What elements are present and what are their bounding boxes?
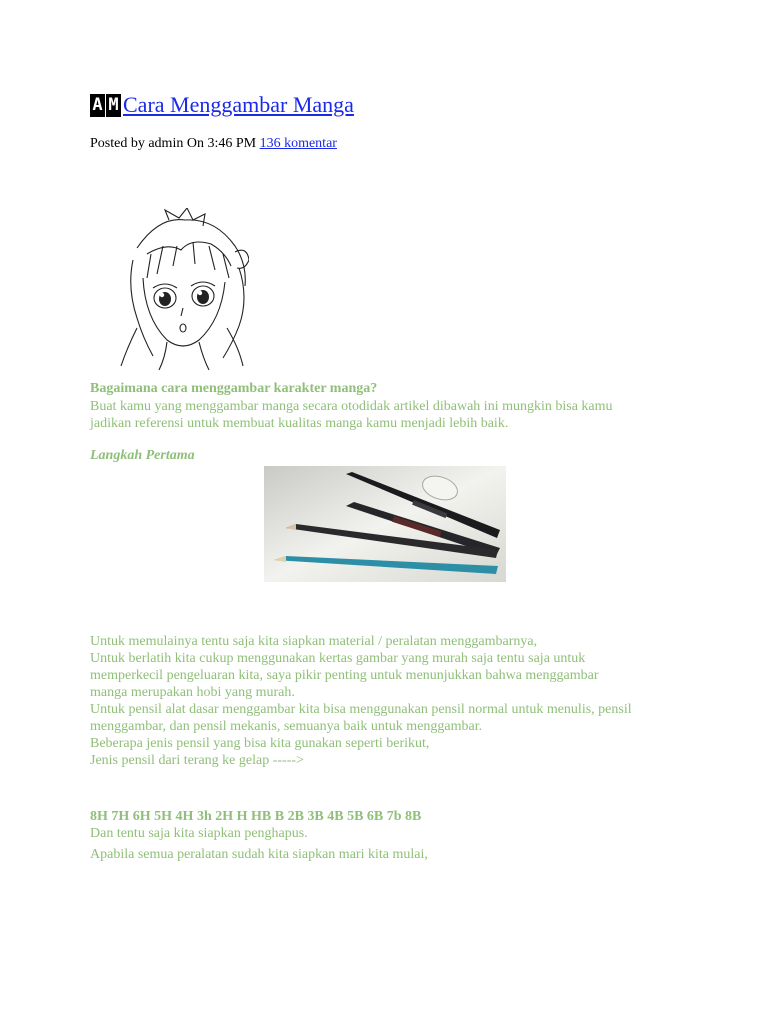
blog-post [90,88,690,862]
pencil-grades: 8H 7H 6H 5H 4H 3h 2H H HB B 2B 3B 4B 5B 6B 7b 8B [90,809,422,824]
intro-paragraph [90,398,680,432]
logo-letter-m: M [106,94,121,117]
intro-question: Bagaimana cara menggambar karakter manga? [90,381,378,396]
comments-link[interactable]: 136 komentar [259,136,337,151]
intro-line: Buat kamu yang menggambar manga secara otodidak artikel dibawah ini mungkin bisa kamu [90,399,613,414]
am-logo-badge [90,94,122,117]
body-line: memperkecil pengeluaran kita, saya pikir penting untuk menunjukkan bahwa menggambar [90,668,599,683]
manga-girl-illustration [107,208,249,370]
body-line: Jenis pensil dari terang ke gelap -----> [90,753,304,768]
pencils-photo [264,466,506,582]
body-line: Beberapa jenis pensil yang bisa kita gunakan seperti berikut, [90,736,430,751]
post-title-link[interactable]: Cara Menggambar Manga [123,92,354,117]
post-meta-text: Posted by admin On 3:46 PM [90,136,260,151]
body-line: Untuk memulainya tentu saja kita siapkan material / peralatan menggambarnya, [90,634,538,649]
materials-paragraph [90,633,690,769]
step-heading: Langkah Pertama [90,448,195,463]
post-meta [90,135,690,153]
body-line: menggambar, dan pensil mekanis, semuanya baik untuk menggambar. [90,719,483,734]
body-line: Untuk pensil alat dasar menggambar kita bisa menggunakan pensil normal untuk menulis, pensil [90,702,632,717]
post-title-row [90,88,690,122]
eraser-line: Dan tentu saja kita siapkan penghapus. [90,826,308,841]
body-line: manga merupakan hobi yang murah. [90,685,295,700]
begin-line: Apabila semua peralatan sudah kita siapkan mari kita mulai, [90,847,428,862]
intro-line: jadikan referensi untuk membuat kualitas manga kamu menjadi lebih baik. [90,416,509,431]
logo-letter-a: A [90,94,105,117]
body-line: Untuk berlatih kita cukup menggunakan kertas gambar yang murah saja tentu saja untuk [90,651,586,666]
